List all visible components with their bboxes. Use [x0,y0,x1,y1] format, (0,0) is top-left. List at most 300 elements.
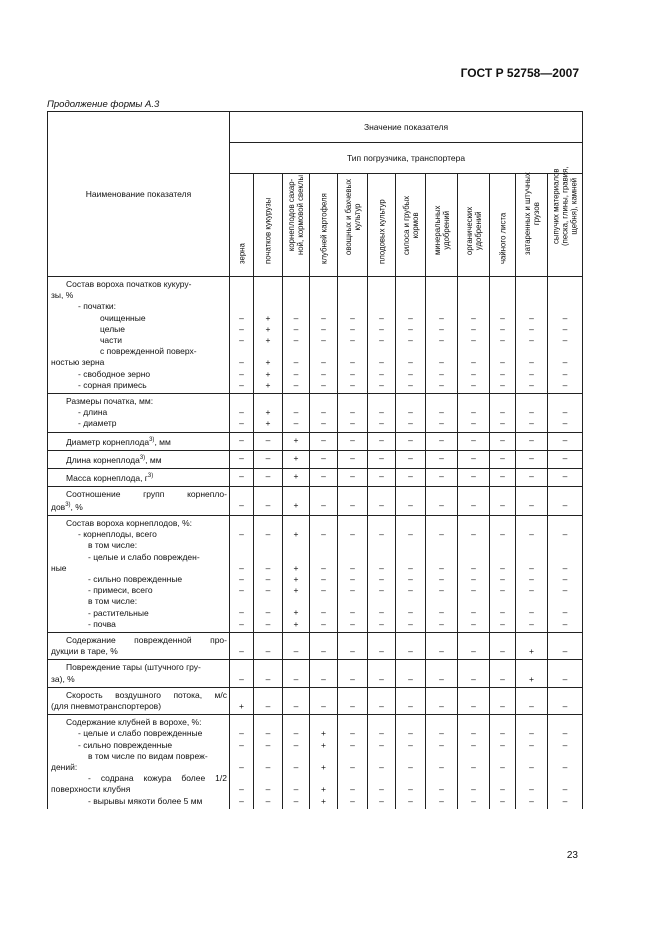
mark [338,290,367,301]
mark: + [293,529,299,540]
mark: – [350,784,355,795]
mark: – [350,739,355,750]
mark: – [408,795,413,806]
indicator-line: части [100,335,123,346]
value-cell [548,687,583,714]
mark [230,279,253,290]
mark: – [321,499,326,510]
mark: – [562,646,568,657]
value-cell [516,450,548,468]
value-cell [548,515,583,632]
mark: – [239,573,244,584]
mark [426,301,457,312]
mark: – [408,334,413,345]
mark: + [321,728,326,739]
mark: – [239,323,244,334]
value-cell [458,515,490,632]
column-header-line: корнеплодов сахар- [287,178,296,252]
mark [548,773,582,784]
mark: – [379,434,384,445]
mark [490,518,515,529]
mark [310,518,337,529]
mark: – [379,529,384,540]
mark: – [321,368,326,379]
mark [368,290,395,301]
column-header-line: затаренных и штучных [522,172,532,255]
mark [490,396,515,407]
value-cell [310,660,338,687]
indicator-line: Состав вороха початков кукуру- [66,279,192,289]
mark [338,279,367,290]
mark [548,662,582,673]
indicator-table [47,111,583,809]
value-cell [338,660,368,687]
indicator-name [48,660,230,687]
mark [254,596,282,607]
mark [426,489,457,500]
mark [548,279,582,290]
value-cell [338,633,368,660]
indicator-line: в том числе: [88,540,138,551]
value-cell [338,468,368,486]
mark: – [350,795,355,806]
mark: – [239,784,244,795]
mark: – [529,357,534,368]
mark: – [562,418,568,429]
table-row [48,687,583,714]
mark [426,290,457,301]
mark: – [379,418,384,429]
mark [310,489,337,500]
value-cell [426,715,458,809]
mark [516,540,547,551]
mark: + [321,761,326,772]
mark: – [265,618,271,629]
value-cell [426,515,458,632]
mark [254,662,282,673]
mark: + [321,784,326,795]
table-row [48,394,583,433]
mark: – [500,728,505,739]
mark [490,717,515,728]
indicator-line: - сорная примесь [78,379,147,390]
mark: – [239,529,244,540]
mark: – [350,499,355,510]
form-continuation-caption: Продолжение формы А.3 [47,99,160,110]
mark: – [379,585,384,596]
indicator-line: Повреждение тары (штучного гру- [66,662,201,673]
value-cell [548,394,583,433]
mark: – [239,673,244,684]
mark: – [500,607,505,618]
mark: – [500,470,505,481]
mark: – [500,312,505,323]
mark [230,301,253,312]
indicator-name [48,394,230,433]
indicator-line: - растительные [88,607,149,618]
value-cell [230,394,254,433]
indicator-line: в том числе: [88,596,138,607]
mark: – [439,573,444,584]
mark [338,540,367,551]
mark [254,346,282,357]
mark: – [379,499,384,510]
value-cell [230,468,254,486]
mark [396,301,425,312]
mark [396,662,425,673]
value-cell [490,277,516,394]
mark: – [529,795,534,806]
mark [426,662,457,673]
mark: – [321,418,326,429]
mark [396,346,425,357]
mark: – [500,529,505,540]
mark: – [239,357,244,368]
mark: – [293,728,299,739]
mark: – [321,701,326,711]
mark [338,773,367,784]
mark: – [350,323,355,334]
mark: – [408,761,413,772]
mark: – [471,795,476,806]
indicator-line: Диаметр корнеплода$^{3)}$, мм [66,436,171,447]
mark: – [529,323,534,334]
mark: – [439,761,444,772]
mark: – [379,379,384,390]
mark [516,518,547,529]
table-row [48,486,583,515]
mark: – [500,673,505,684]
mark: + [293,607,299,618]
value-cell [396,394,426,433]
value-cell [396,432,426,450]
mark: – [439,379,444,390]
mark [458,346,489,357]
mark: – [500,452,505,463]
mark [310,279,337,290]
mark: – [321,618,326,629]
mark: – [379,673,384,684]
mark: – [350,646,355,657]
value-cell [310,715,338,809]
value-cell [426,660,458,687]
mark [548,301,582,312]
mark [254,396,282,407]
mark: – [321,323,326,334]
indicator-line: Содержание поврежденной про- [66,635,227,645]
mark: – [265,499,271,510]
mark: – [439,499,444,510]
mark: – [265,434,271,445]
mark: – [408,368,413,379]
indicator-line: - целые и слабо поврежденные [78,728,203,739]
mark: – [350,368,355,379]
column-header-10 [490,174,516,277]
mark: + [321,739,326,750]
mark: – [500,368,505,379]
mark [368,489,395,500]
mark: – [265,607,271,618]
value-cell [254,432,283,450]
mark: – [265,646,271,657]
mark [490,540,515,551]
mark: – [293,646,299,657]
mark [490,662,515,673]
mark: – [562,357,568,368]
mark: – [408,728,413,739]
mark: – [500,562,505,573]
mark [283,596,309,607]
column-header-line: ной, кормовой свеклы [296,174,305,255]
indicator-line: - длина [78,407,108,418]
mark: – [239,470,244,481]
indicator-name [48,687,230,714]
mark: – [239,795,244,806]
mark: – [293,739,299,750]
table-row [48,432,583,450]
mark [368,717,395,728]
mark: – [500,407,505,418]
value-cell [548,715,583,809]
mark: – [321,573,326,584]
value-cell [396,468,426,486]
mark: – [379,646,384,657]
mark: + [293,434,299,445]
mark: – [321,529,326,540]
table-row [48,277,583,394]
value-cell [368,715,396,809]
mark: + [265,368,271,379]
mark: – [439,418,444,429]
mark [490,301,515,312]
mark [426,751,457,762]
mark [396,773,425,784]
value-cell [310,277,338,394]
mark [254,489,282,500]
mark [490,635,515,646]
mark: – [408,452,413,463]
mark: – [265,673,271,684]
mark [368,279,395,290]
mark: – [471,618,476,629]
mark [254,751,282,762]
value-cell [516,515,548,632]
mark: – [293,323,299,334]
indicator-line: зы, % [51,290,74,301]
mark [396,279,425,290]
mark: + [293,585,299,596]
mark [310,690,337,701]
mark [458,552,489,563]
value-cell [516,715,548,809]
mark: – [350,379,355,390]
value-cell [548,486,583,515]
document-code: ГОСТ Р 52758—2007 [460,66,579,80]
column-header-line: кормов [410,212,420,239]
mark: – [350,701,355,711]
mark: – [562,434,568,445]
mark: – [500,585,505,596]
column-header-line: плодовых культур [377,199,386,264]
mark: – [529,728,534,739]
mark [338,690,367,701]
mark [368,635,395,646]
value-cell [396,633,426,660]
name-column-header: Наименование показателя [48,112,230,277]
value-cell [230,277,254,394]
value-cell [283,450,310,468]
mark: – [471,739,476,750]
value-cell [516,468,548,486]
mark: – [379,323,384,334]
mark [283,540,309,551]
mark [548,596,582,607]
mark: – [265,452,271,463]
mark: – [562,379,568,390]
value-cell [230,715,254,809]
indicator-line: очищенные [100,312,146,323]
mark [230,552,253,563]
mark: – [562,784,568,795]
mark: + [265,418,271,429]
mark: – [293,418,299,429]
column-header-line: чайного листа [498,212,507,264]
value-cell [426,277,458,394]
value-cell [516,432,548,450]
mark [310,773,337,784]
mark [458,518,489,529]
table-row [48,715,583,809]
value-cell [368,468,396,486]
column-header-11 [516,174,548,277]
mark [368,540,395,551]
column-header-9 [458,174,490,277]
value-cell [368,660,396,687]
mark: – [239,452,244,463]
mark: – [408,323,413,334]
mark: – [293,379,299,390]
value-cell [548,277,583,394]
mark [283,552,309,563]
mark [283,717,309,728]
mark: – [439,529,444,540]
mark [310,301,337,312]
mark: – [379,357,384,368]
value-cell [368,450,396,468]
value-cell [338,394,368,433]
value-cell [368,277,396,394]
mark: + [529,646,534,657]
mark: + [265,357,271,368]
value-cell [548,432,583,450]
mark: – [562,795,568,806]
value-cell [396,660,426,687]
value-cell [490,515,516,632]
mark [458,290,489,301]
mark [283,773,309,784]
mark: – [350,529,355,540]
column-header-line: силоса и грубых [401,195,411,255]
mark [516,290,547,301]
value-cell [516,633,548,660]
mark: – [239,418,244,429]
value-cell [396,715,426,809]
mark: – [265,585,271,596]
mark: – [379,607,384,618]
value-cell [426,633,458,660]
mark: + [529,673,534,684]
mark: – [562,562,568,573]
indicator-name [48,715,230,809]
mark [490,773,515,784]
mark: – [471,646,476,657]
mark: + [265,379,271,390]
mark [458,773,489,784]
value-cell [426,468,458,486]
mark: + [321,795,326,806]
column-header-4 [310,174,338,277]
value-cell [254,633,283,660]
value-cell [396,486,426,515]
column-header-line: клубней картофеля [319,193,328,264]
mark: – [562,499,568,510]
mark: – [500,701,505,711]
mark [426,346,457,357]
indicator-line: поверхности клубня [51,784,131,795]
indicator-line: - почва [88,618,116,629]
mark: – [408,585,413,596]
mark: – [239,739,244,750]
mark: – [471,761,476,772]
value-cell [548,660,583,687]
mark [516,717,547,728]
column-header-12 [548,166,583,277]
mark: – [471,728,476,739]
mark: – [439,470,444,481]
value-cell [230,660,254,687]
mark: – [471,701,476,711]
mark [458,717,489,728]
value-cell [254,486,283,515]
value-cell [310,633,338,660]
mark: – [265,573,271,584]
mark [396,552,425,563]
value-cell [490,450,516,468]
mark [230,773,253,784]
mark [458,396,489,407]
mark: – [408,418,413,429]
value-cell [516,394,548,433]
mark [283,346,309,357]
mark: + [265,334,271,345]
loader-type-header: Тип погрузчика, транспортера [230,143,583,174]
mark: – [350,761,355,772]
mark: – [350,607,355,618]
indicator-line: в том числе по видам повреж- [88,750,208,761]
mark [548,396,582,407]
value-cell [490,486,516,515]
mark: – [265,562,271,573]
column-header-1 [230,174,254,277]
mark [368,690,395,701]
mark [426,279,457,290]
mark [548,690,582,701]
mark: + [293,562,299,573]
mark [283,489,309,500]
mark: – [562,701,568,711]
value-cell [368,687,396,714]
mark [516,346,547,357]
